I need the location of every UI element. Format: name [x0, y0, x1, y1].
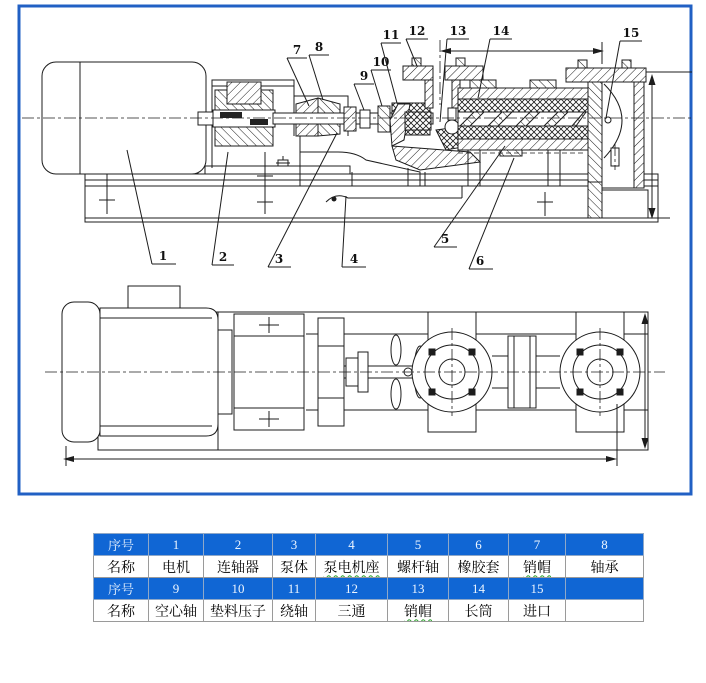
parts-table — [93, 533, 644, 622]
table-cell: 连轴器 — [204, 556, 273, 578]
callout-8 — [309, 40, 329, 100]
table-cell: 长筒 — [449, 600, 509, 622]
table-cell: 空心轴 — [149, 600, 204, 622]
table-cell: 名称 — [94, 600, 149, 622]
callout-7 — [287, 43, 309, 106]
callout-10 — [371, 55, 391, 106]
table-cell: 名称 — [94, 556, 149, 578]
table-header-cell: 13 — [388, 578, 449, 600]
table-cell: 进口 — [509, 600, 566, 622]
table-cell: 轴承 — [566, 556, 644, 578]
callout-label-15: 15 — [622, 26, 640, 40]
callout-3 — [268, 133, 337, 267]
callout-label-2: 2 — [218, 250, 228, 264]
table-header-cell: 3 — [273, 534, 316, 556]
table-header-cell: 10 — [204, 578, 273, 600]
table-header-cell: 4 — [316, 534, 388, 556]
table-header-cell: 2 — [204, 534, 273, 556]
side-section-view — [22, 40, 692, 222]
table-row — [94, 600, 644, 622]
spellcheck-marked-text: 销帽 — [523, 560, 551, 576]
parts-table-container — [93, 533, 644, 622]
table-header-cell: 8 — [566, 534, 644, 556]
callout-label-6: 6 — [475, 254, 485, 268]
table-header-cell: 9 — [149, 578, 204, 600]
callout-label-11: 11 — [382, 28, 400, 42]
table-cell: 垫料压子 — [204, 600, 273, 622]
table-header-cell — [566, 578, 644, 600]
table-cell — [509, 556, 566, 578]
callout-6 — [469, 158, 514, 269]
table-cell: 三通 — [316, 600, 388, 622]
table-cell — [388, 600, 449, 622]
callout-label-7: 7 — [292, 43, 302, 57]
table-cell — [316, 556, 388, 578]
table-cell: 绕轴 — [273, 600, 316, 622]
table-cell: 泵体 — [273, 556, 316, 578]
parts-table-body — [94, 534, 644, 622]
spellcheck-marked-text: 销帽 — [404, 604, 432, 620]
spellcheck-marked-text: 泵电机座 — [323, 560, 380, 576]
table-header-cell: 7 — [509, 534, 566, 556]
table-header-cell: 15 — [509, 578, 566, 600]
table-cell: 螺杆轴 — [388, 556, 449, 578]
callout-9 — [354, 69, 374, 110]
callout-4 — [342, 196, 366, 267]
table-row — [94, 556, 644, 578]
callout-2 — [212, 152, 234, 265]
callout-label-14: 14 — [492, 24, 510, 38]
callout-label-12: 12 — [408, 24, 426, 38]
table-header-row — [94, 578, 644, 600]
table-header-cell: 5 — [388, 534, 449, 556]
table-cell: 橡胶套 — [449, 556, 509, 578]
table-header-cell: 12 — [316, 578, 388, 600]
callout-label-10: 10 — [372, 55, 390, 69]
plan-view — [45, 286, 665, 466]
table-cell — [566, 600, 644, 622]
callout-label-8: 8 — [314, 40, 324, 54]
table-header-cell: 11 — [273, 578, 316, 600]
callout-label-9: 9 — [359, 69, 369, 83]
table-header-row — [94, 534, 644, 556]
callout-label-1: 1 — [158, 249, 168, 263]
table-header-cell: 14 — [449, 578, 509, 600]
table-cell: 电机 — [149, 556, 204, 578]
table-header-cell: 6 — [449, 534, 509, 556]
table-header-cell: 序号 — [94, 534, 149, 556]
table-header-cell: 序号 — [94, 578, 149, 600]
callout-label-5: 5 — [440, 232, 450, 246]
callout-label-3: 3 — [274, 252, 284, 266]
callout-label-4: 4 — [349, 252, 359, 266]
callout-label-13: 13 — [449, 24, 467, 38]
table-header-cell: 1 — [149, 534, 204, 556]
